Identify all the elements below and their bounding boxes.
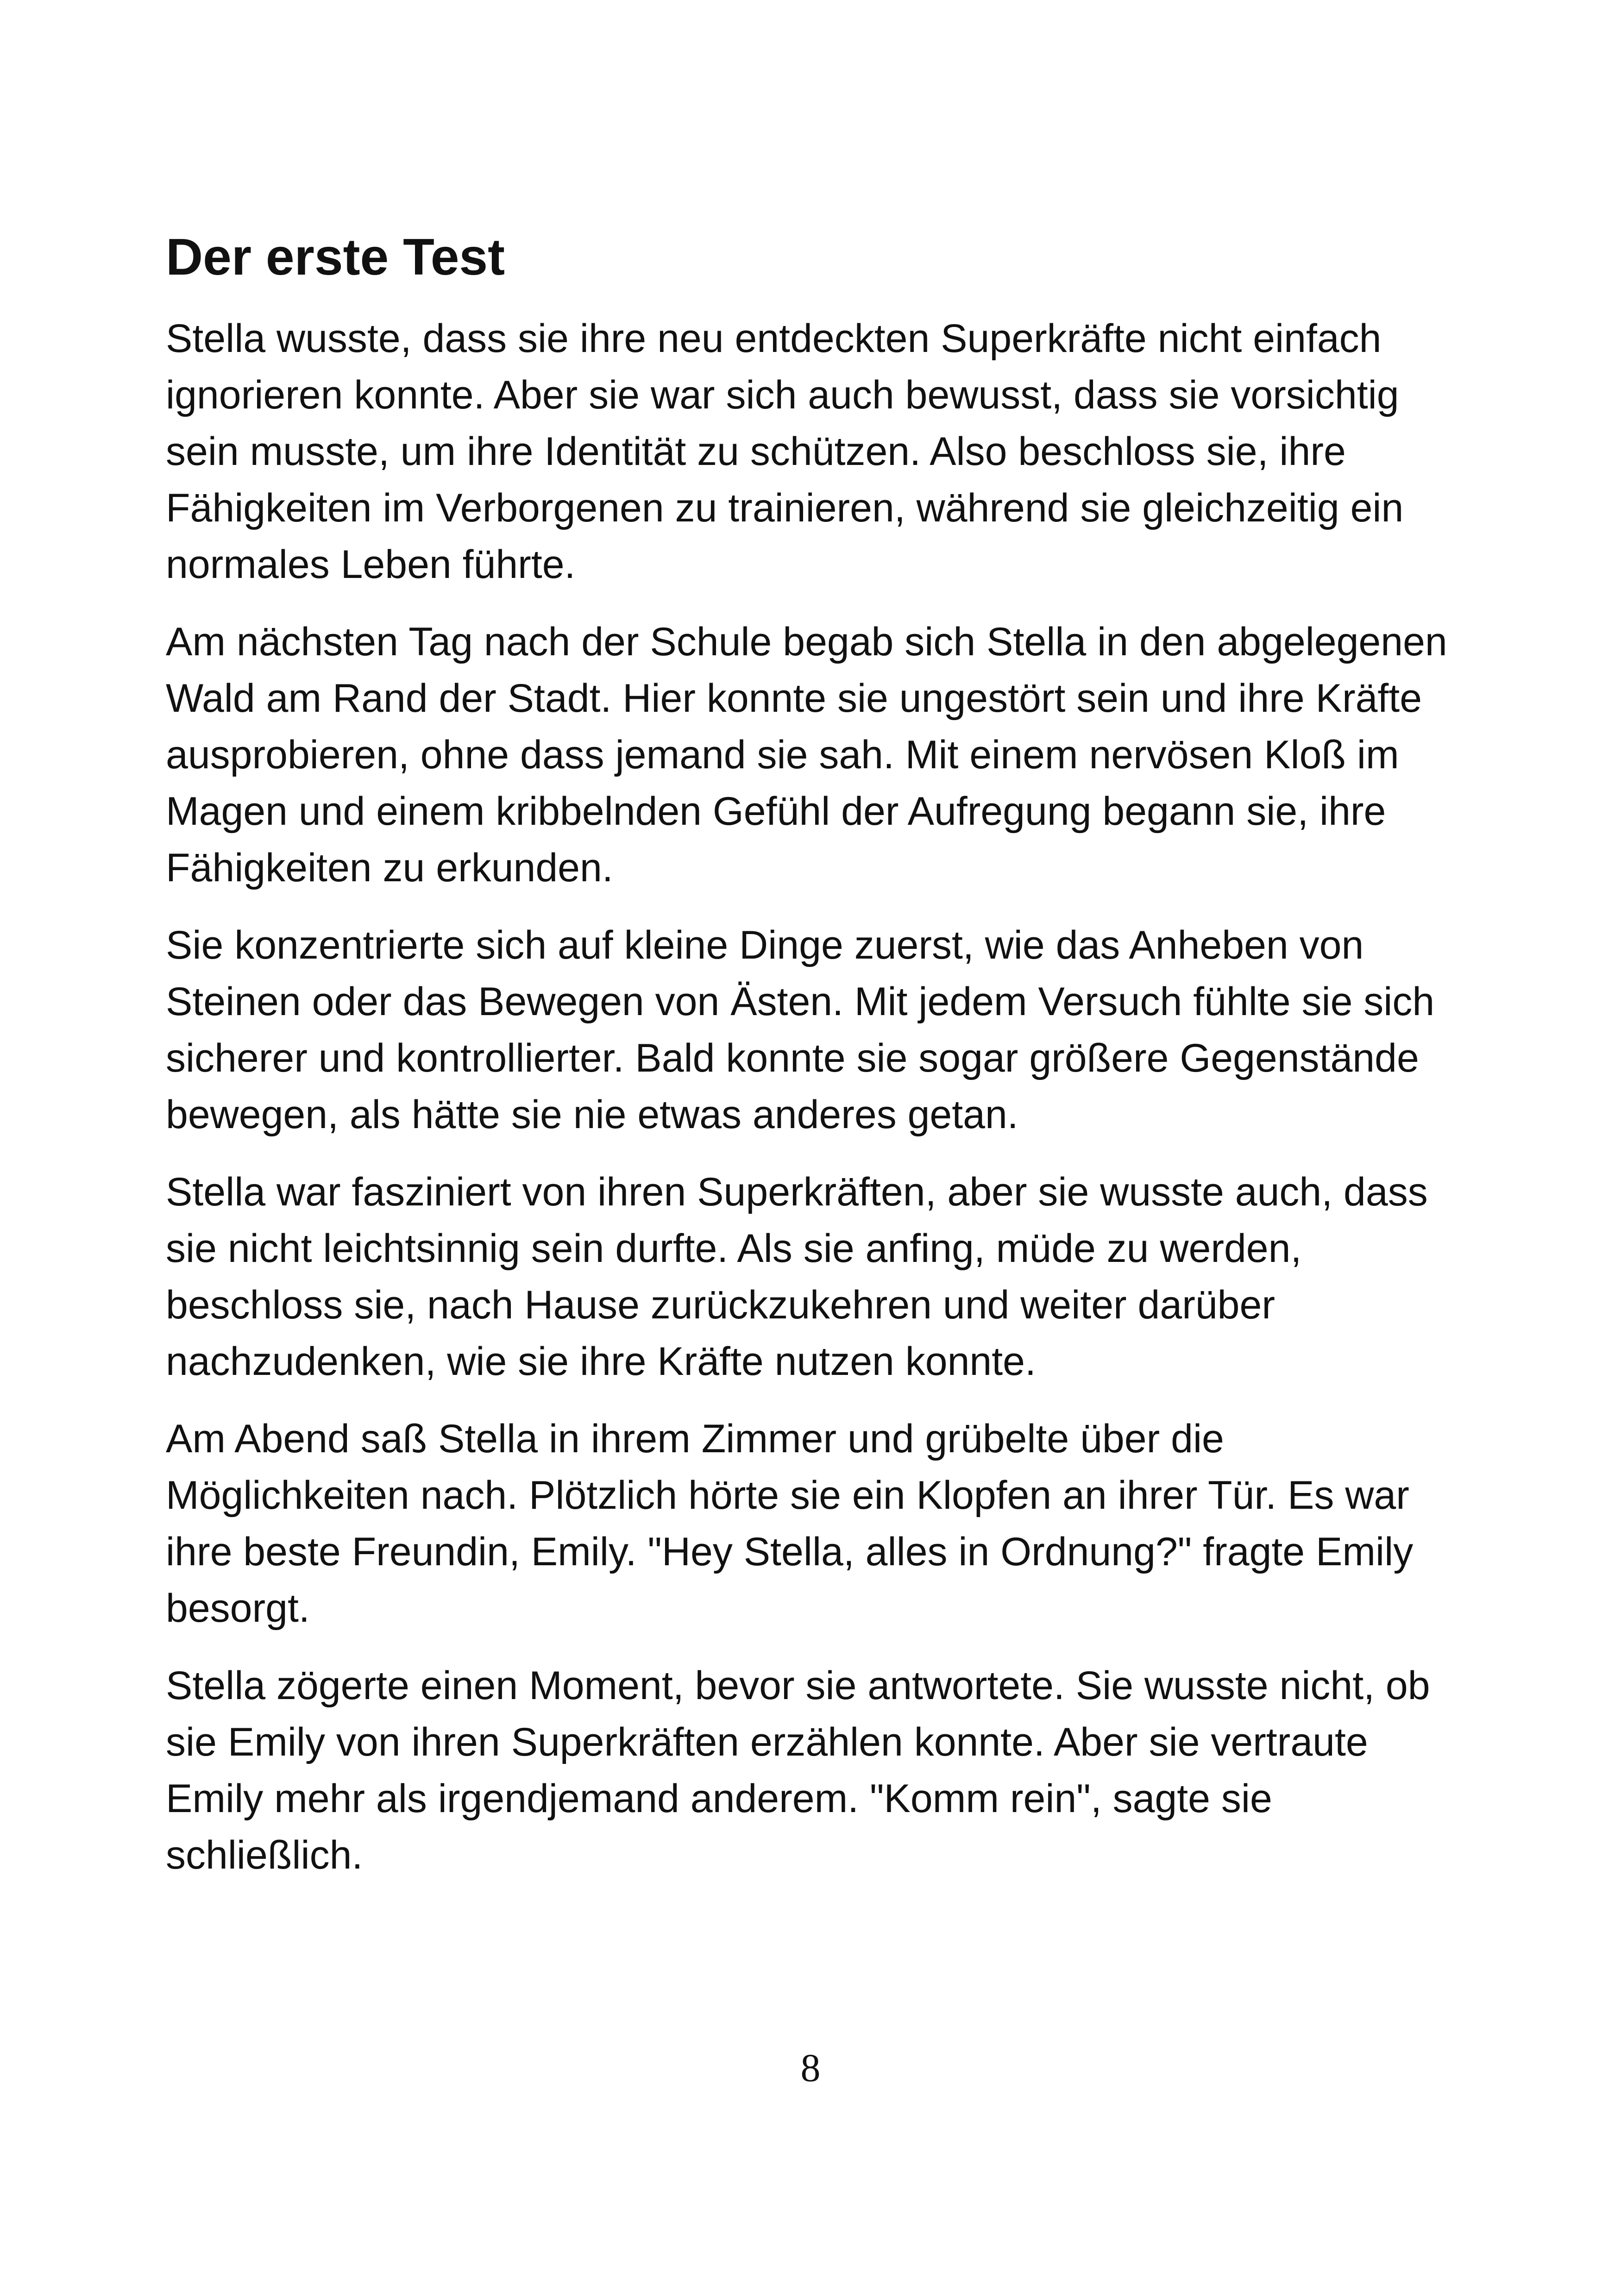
paragraph: Am Abend saß Stella in ihrem Zimmer und grübelte über die Möglichkeiten nach. Plötzlich hörte sie ein Klopfen an ihrer Tür. Es war ihre beste Freundin, Emily. "Hey Stella, alles in Ordnung?" fragte Emily besorgt. — [166, 1417, 1414, 1631]
page-number: 8 — [800, 2045, 821, 2090]
paragraph: Stella wusste, dass sie ihre neu entdeckten Superkräfte nicht einfach ignorieren konnte. Aber sie war sich auch bewusst, dass sie vorsichtig sein musste, um ihre Identität zu schützen. Also beschloss sie, ihre Fähigkeiten im Verborgenen zu trainieren, während sie gleichzeitig ein normales Leben führte. — [166, 316, 1404, 587]
paragraph: Stella war fasziniert von ihren Superkräften, aber sie wusste auch, dass sie nicht leichtsinnig sein durfte. Als sie anfing, müde zu werden, beschloss sie, nach Hause zurückzukehren und weiter darüber nachzudenken, wie sie ihre Kräfte nutzen konnte. — [166, 1170, 1428, 1384]
paragraph: Stella zögerte einen Moment, bevor sie antwortete. Sie wusste nicht, ob sie Emily von ihren Superkräften erzählen konnte. Aber sie vertraute Emily mehr als irgendjemand anderem. "Komm rein", sagte sie schließlich. — [166, 1663, 1430, 1877]
page-content — [166, 218, 1458, 1904]
paragraph: Sie konzentrierte sich auf kleine Dinge zuerst, wie das Anheben von Steinen oder das Bewegen von Ästen. Mit jedem Versuch fühlte sie sich sicherer und kontrollierter. Bald konnte sie sogar größere Gegenstände bewegen, als hätte sie nie etwas anderes getan. — [166, 923, 1435, 1137]
page-title: Der erste Test — [166, 228, 505, 286]
paragraph: Am nächsten Tag nach der Schule begab sich Stella in den abgelegenen Wald am Rand der Stadt. Hier konnte sie ungestört sein und ihre Kräfte ausprobieren, ohne dass jemand sie sah. Mit einem nervösen Kloß im Magen und einem kribbelnden Gefühl der Aufregung begann sie, ihre Fähigkeiten zu erkunden. — [166, 620, 1447, 890]
